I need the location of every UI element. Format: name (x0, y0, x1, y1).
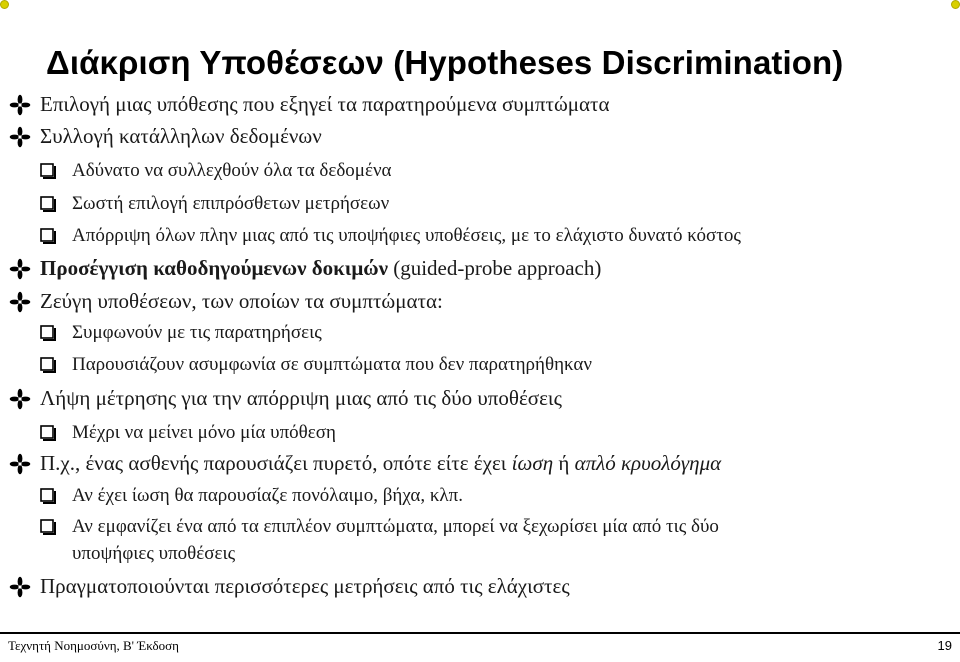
bullet-item (8, 92, 610, 117)
item-text: Αδύνατο να συλλεχθούν όλα τα δεδομένα (72, 160, 392, 181)
item-text: Αν εμφανίζει ένα από τα επιπλέον συμπτώματα, μπορεί να ξεχωρίσει μία από τις δύο (72, 516, 719, 537)
footer-book-title: Τεχνητή Νοημοσύνη, B' Έκδοση (8, 638, 179, 653)
diamond-bullet-icon (8, 387, 32, 411)
item-italic-text: απλό κρυολόγημα (574, 451, 722, 475)
item-text: Απόρριψη όλων πλην μιας από τις υποψήφιες υποθέσεις, με το ελάχιστο δυνατό κόστος (72, 225, 741, 246)
slide-title: Διάκριση Υποθέσεων (Hypotheses Discrimination) (46, 44, 844, 81)
checkbox-bullet-icon (40, 196, 57, 213)
checkbox-bullet-icon (40, 228, 57, 245)
checkbox-bullet-icon (40, 488, 57, 505)
diamond-bullet-icon (8, 452, 32, 476)
sub-bullet-item (40, 485, 463, 507)
item-text: Αν έχει ίωση θα παρουσίαζε πονόλαιμο, βήχα, κλπ. (72, 485, 463, 506)
item-text: Ζεύγη υποθέσεων, των οποίων τα συμπτώματα: (40, 289, 443, 313)
sub-bullet-continuation (72, 543, 235, 565)
corner-mark-right (951, 0, 960, 9)
sub-bullet-item (40, 354, 592, 376)
bullet-item (8, 124, 322, 149)
diamond-bullet-icon (8, 257, 32, 281)
checkbox-bullet-icon (40, 519, 57, 536)
diamond-bullet-icon (8, 125, 32, 149)
sub-bullet-item (40, 516, 719, 538)
diamond-bullet-icon (8, 290, 32, 314)
footer-divider (0, 632, 960, 634)
item-text: Επιλογή μιας υπόθεσης που εξηγεί τα παρατηρούμενα συμπτώματα (40, 92, 610, 116)
item-mid-text: ή (553, 451, 575, 475)
checkbox-bullet-icon (40, 325, 57, 342)
checkbox-bullet-icon (40, 163, 57, 180)
bullet-item (8, 574, 570, 599)
corner-mark-left (0, 0, 9, 9)
sub-bullet-item (40, 322, 322, 344)
item-text: Πραγματοποιούνται περισσότερες μετρήσεις από τις ελάχιστες (40, 574, 570, 598)
sub-bullet-item (40, 422, 336, 444)
sub-bullet-item (40, 160, 392, 182)
item-bold-text: Προσέγγιση καθοδηγούμενων δοκιμών (40, 256, 388, 280)
item-rest-text: (guided-probe approach) (387, 256, 602, 280)
item-text: Παρουσιάζουν ασυμφωνία σε συμπτώματα που δεν παρατηρήθηκαν (72, 354, 592, 375)
page-number: 19 (937, 638, 952, 653)
sub-bullet-item (40, 225, 741, 247)
checkbox-bullet-icon (40, 357, 57, 374)
diamond-bullet-icon (8, 93, 32, 117)
sub-bullet-item (40, 193, 389, 215)
item-text (40, 451, 721, 476)
bullet-item (8, 451, 721, 476)
checkbox-bullet-icon (40, 425, 57, 442)
item-text: υποψήφιες υποθέσεις (72, 543, 236, 564)
diamond-bullet-icon (8, 575, 32, 599)
item-italic-text: ίωση (511, 451, 554, 475)
item-text: Σωστή επιλογή επιπρόσθετων μετρήσεων (72, 193, 390, 214)
item-text (40, 256, 601, 281)
item-text: Λήψη μέτρησης για την απόρριψη μιας από τις δύο υποθέσεις (40, 386, 562, 410)
item-text: Συμφωνούν με τις παρατηρήσεις (72, 322, 322, 343)
bullet-item (8, 386, 562, 411)
bullet-item (8, 289, 443, 314)
item-text: Μέχρι να μείνει μόνο μία υπόθεση (72, 422, 336, 443)
item-text: Συλλογή κατάλληλων δεδομένων (40, 124, 322, 148)
item-prefix-text: Π.χ., ένας ασθενής παρουσιάζει πυρετό, οπότε είτε έχει (40, 451, 512, 475)
bullet-item (8, 256, 601, 281)
